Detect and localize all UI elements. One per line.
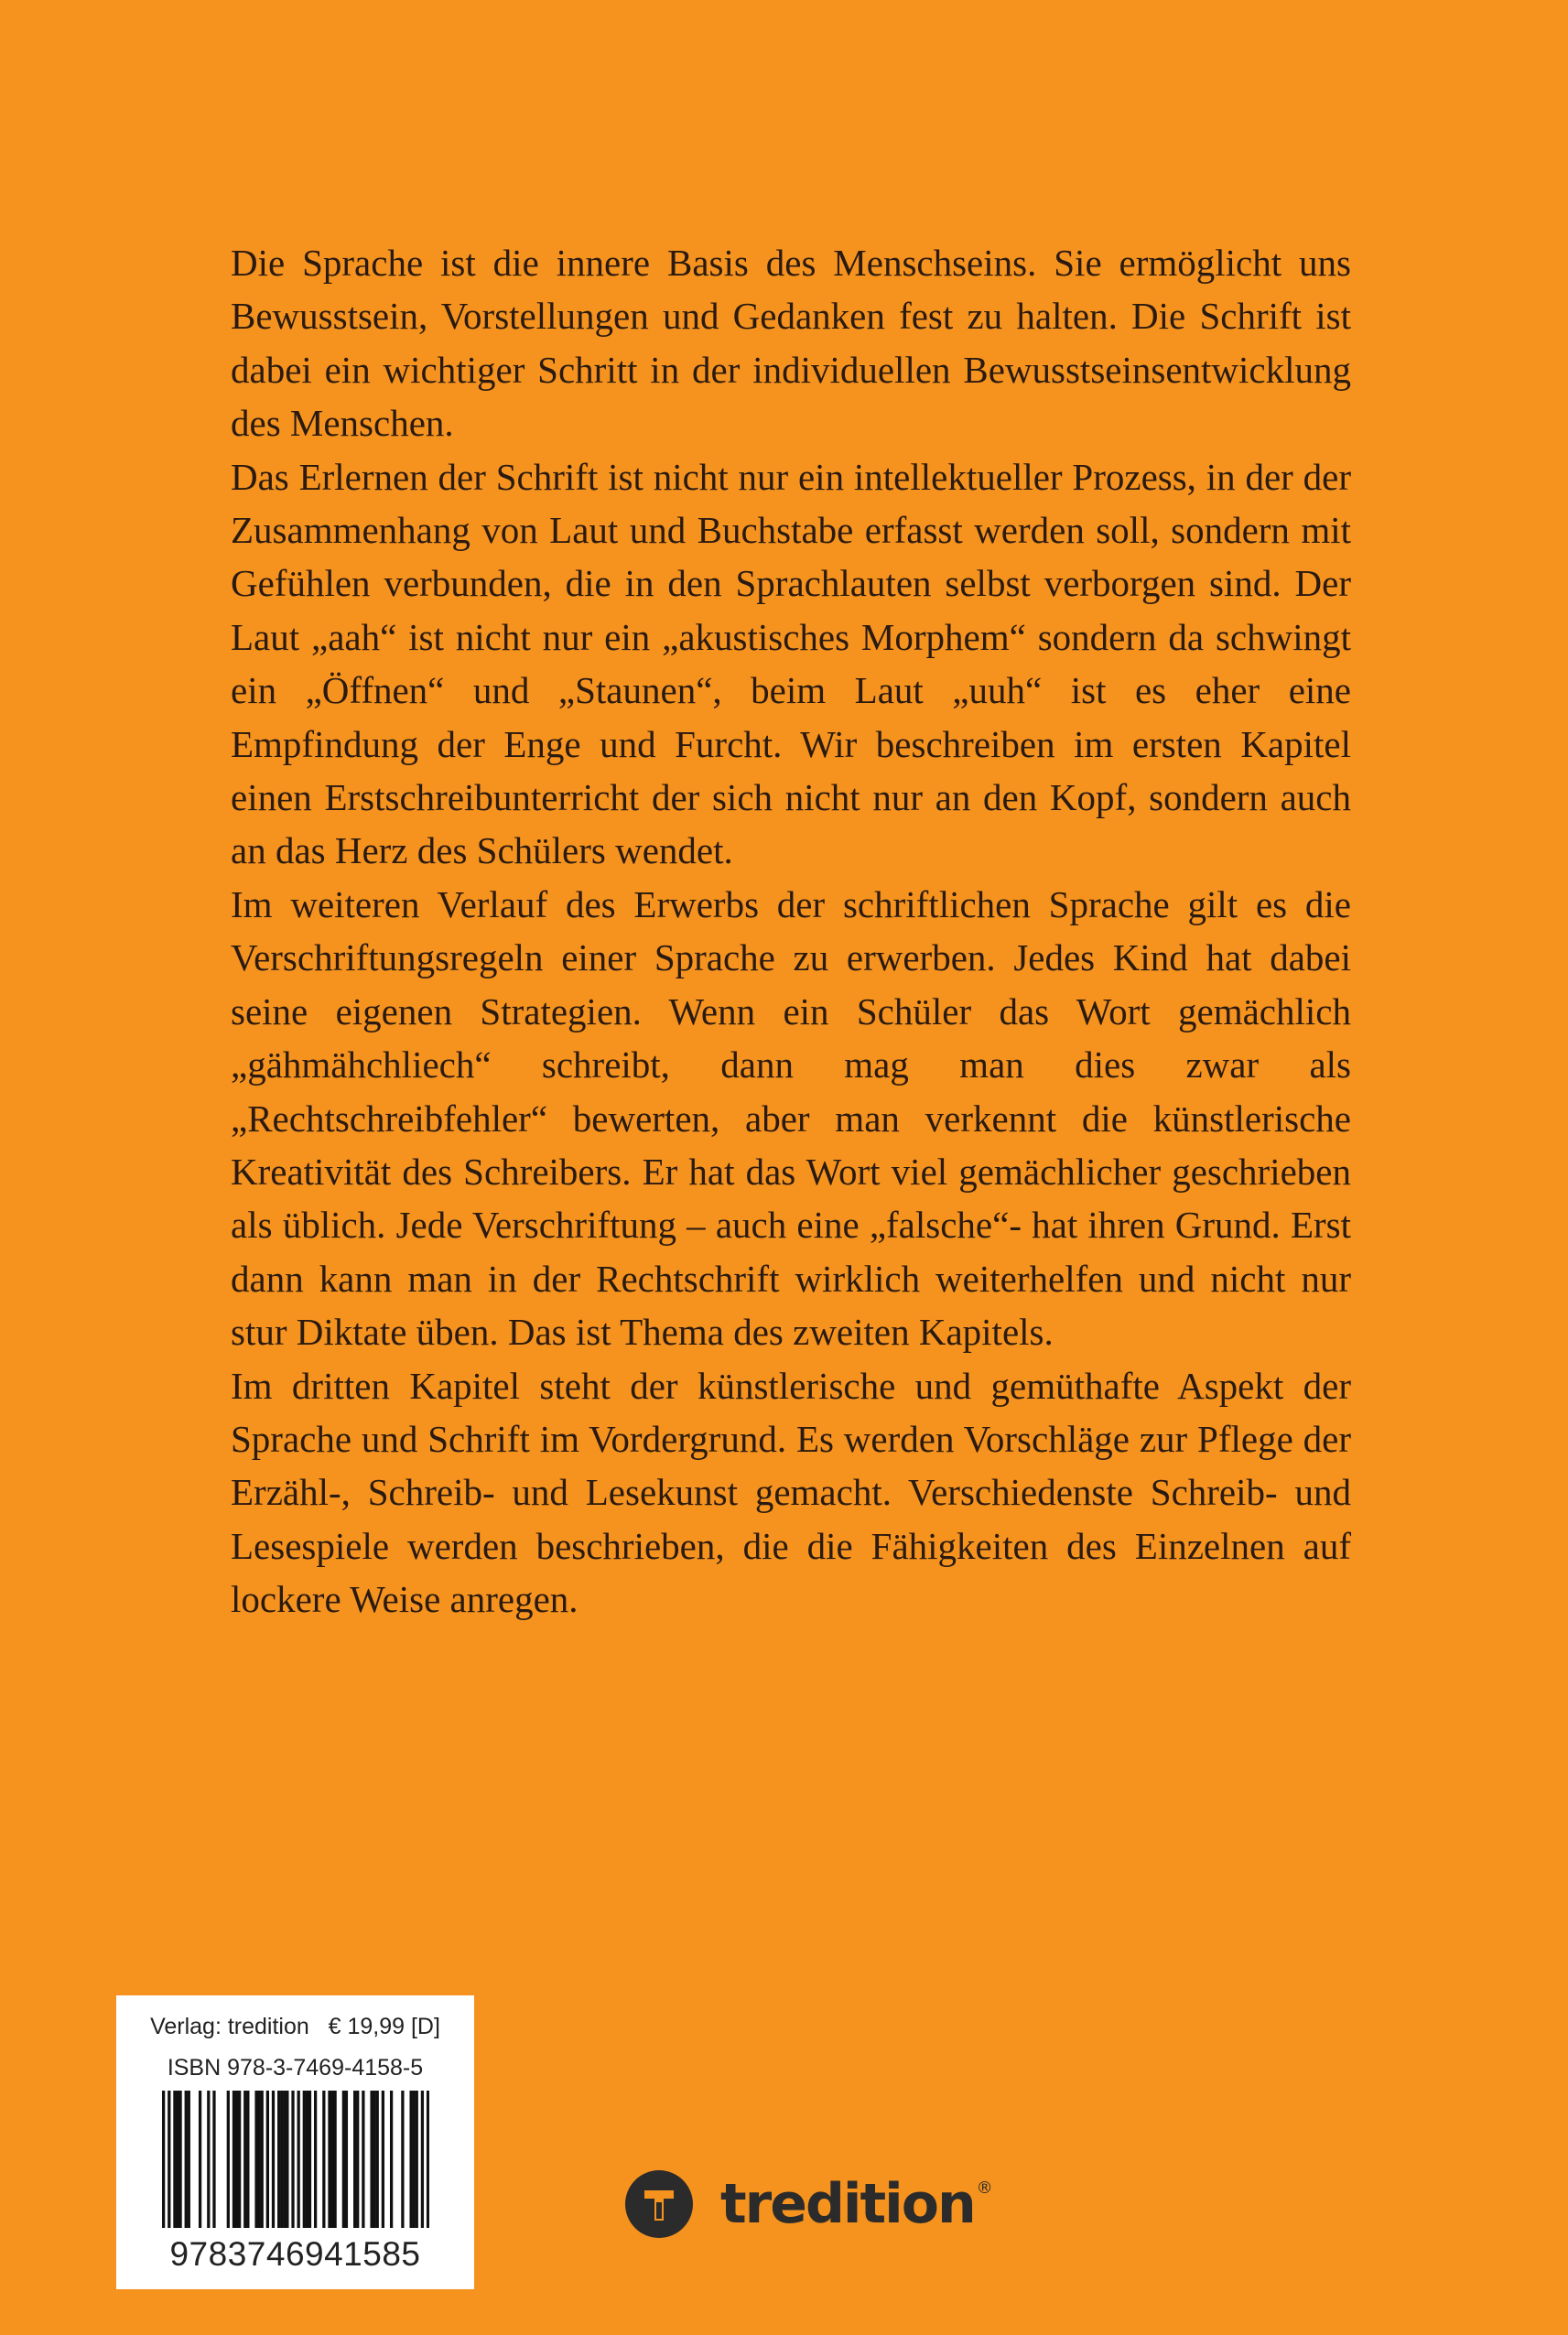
barcode-bar bbox=[421, 2091, 424, 2228]
isbn-barcode-box bbox=[116, 1995, 474, 2289]
barcode-bar bbox=[382, 2091, 384, 2228]
barcode-bar bbox=[286, 2091, 288, 2228]
barcode-bar bbox=[272, 2091, 275, 2228]
barcode-bar bbox=[212, 2091, 215, 2228]
barcode-bar bbox=[356, 2091, 359, 2228]
publisher-logo bbox=[625, 2167, 993, 2241]
barcode-bar bbox=[409, 2091, 412, 2228]
barcode-bar bbox=[314, 2091, 317, 2228]
tredition-t-icon bbox=[625, 2170, 693, 2238]
barcode-bar bbox=[261, 2091, 264, 2228]
blurb-paragraph-3: Im weiteren Verlauf des Erwerbs der schriftlichen Sprache gilt es die Verschriftungsregeln einer Sprache zu erwerben. Jedes Kind hat dabei seine eigenen Strategien. Wenn ein Schüler das Wort gemächlich „gähmähchliech“ schreibt, dann mag man dies zwar als „Rechtschreibfehler“ bewerten, aber man verkennt die künstlerische Kreativität des Schreibers. Er hat das Wort viel gemächlicher geschrieben als üblich. Jede Verschriftung – auch eine „falsche“- hat ihren Grund. Erst dann kann man in der Rechtschrift wirklich weiterhelfen und nicht nur stur Diktate üben. Das ist Thema des zweiten Kapitels. bbox=[231, 882, 1351, 1354]
registered-mark: ® bbox=[976, 2178, 993, 2198]
barcode-bar bbox=[283, 2091, 286, 2228]
barcode-bar bbox=[427, 2091, 429, 2228]
barcode-bar bbox=[303, 2091, 306, 2228]
barcode-digits: 9783746941585 bbox=[169, 2235, 421, 2273]
barcode-bar bbox=[401, 2091, 404, 2228]
barcode-bar bbox=[280, 2091, 283, 2228]
barcode-bar bbox=[178, 2091, 181, 2228]
barcode-bar bbox=[291, 2091, 294, 2228]
barcode-bar bbox=[162, 2091, 165, 2228]
barcode-bar bbox=[342, 2091, 345, 2228]
barcode-bar bbox=[238, 2091, 241, 2228]
barcode-bar bbox=[199, 2091, 201, 2228]
barcode-bar bbox=[306, 2091, 308, 2228]
barcode-bar bbox=[328, 2091, 330, 2228]
barcode-bar bbox=[362, 2091, 364, 2228]
barcode-bar bbox=[243, 2091, 246, 2228]
barcode-bar bbox=[173, 2091, 176, 2228]
barcode-bar bbox=[370, 2091, 373, 2228]
barcode-bar bbox=[168, 2091, 170, 2228]
blurb-paragraph-4: Im dritten Kapitel steht der künstlerische und gemüthafte Aspekt der Sprache und Schrift im Vordergrund. Es werden Vorschläge zur Pflege der Erzähl-, Schreib- und Lesekunst gemacht. Verschiedenste Schreib- und Lesespiele werden beschrieben, die die Fähigkeiten des Einzelnen auf lockere Weise anregen. bbox=[231, 1364, 1351, 1621]
barcode-bar bbox=[176, 2091, 178, 2228]
barcode-bar bbox=[188, 2091, 190, 2228]
barcode-bar bbox=[297, 2091, 300, 2228]
barcode-bar bbox=[373, 2091, 376, 2228]
barcode-bar bbox=[322, 2091, 325, 2228]
barcode-bar bbox=[390, 2091, 393, 2228]
barcode-bar bbox=[353, 2091, 356, 2228]
barcode-bar bbox=[185, 2091, 188, 2228]
brand-name: tredition bbox=[720, 2172, 975, 2236]
barcode-bar bbox=[246, 2091, 249, 2228]
barcode-bar bbox=[330, 2091, 333, 2228]
barcode-bar bbox=[266, 2091, 269, 2228]
back-cover-blurb bbox=[231, 236, 1351, 1627]
barcode-bar bbox=[413, 2091, 416, 2228]
barcode-bar bbox=[232, 2091, 235, 2228]
barcode-bar bbox=[227, 2091, 230, 2228]
barcode-bar bbox=[254, 2091, 257, 2228]
blurb-paragraph-1: Die Sprache ist die innere Basis des Menschseins. Sie ermöglicht uns Bewusstsein, Vorstellungen und Gedanken fest zu halten. Die Schrift ist dabei ein wichtiger Schritt in der individuellen Bewusstseinsentwicklung des Menschen. bbox=[231, 242, 1351, 445]
barcode-bar bbox=[258, 2091, 261, 2228]
blurb-paragraph-2: Das Erlernen der Schrift ist nicht nur ein intellektueller Prozess, in der der Zusammenhang von Laut und Buchstabe erfasst werden soll, sondern mit Gefühlen verbunden, die in den Sprachlauten selbst verborgen sind. Der Laut „aah“ ist nicht nur ein „akustisches Morphem“ sondern da schwingt ein „Öffnen“ und „Staunen“, beim Laut „uuh“ ist es eher eine Empfindung der Enge und Furcht. Wir beschreiben im ersten Kapitel einen Erstschreibunterricht der sich nicht nur an den Kopf, sondern auch an das Herz des Schülers wendet. bbox=[231, 455, 1351, 872]
barcode-bar bbox=[345, 2091, 348, 2228]
barcode-bar bbox=[235, 2091, 238, 2228]
barcode-bar bbox=[308, 2091, 311, 2228]
barcode-bar bbox=[207, 2091, 210, 2228]
barcode-bar bbox=[416, 2091, 418, 2228]
barcode-bar bbox=[333, 2091, 336, 2228]
barcode-bar bbox=[277, 2091, 280, 2228]
isbn-label: ISBN 978-3-7469-4158-5 bbox=[167, 2055, 424, 2081]
barcode-graphic bbox=[162, 2091, 429, 2228]
publisher-price-line: Verlag: tredition € 19,99 [D] bbox=[150, 2014, 440, 2039]
barcode-bar bbox=[376, 2091, 379, 2228]
